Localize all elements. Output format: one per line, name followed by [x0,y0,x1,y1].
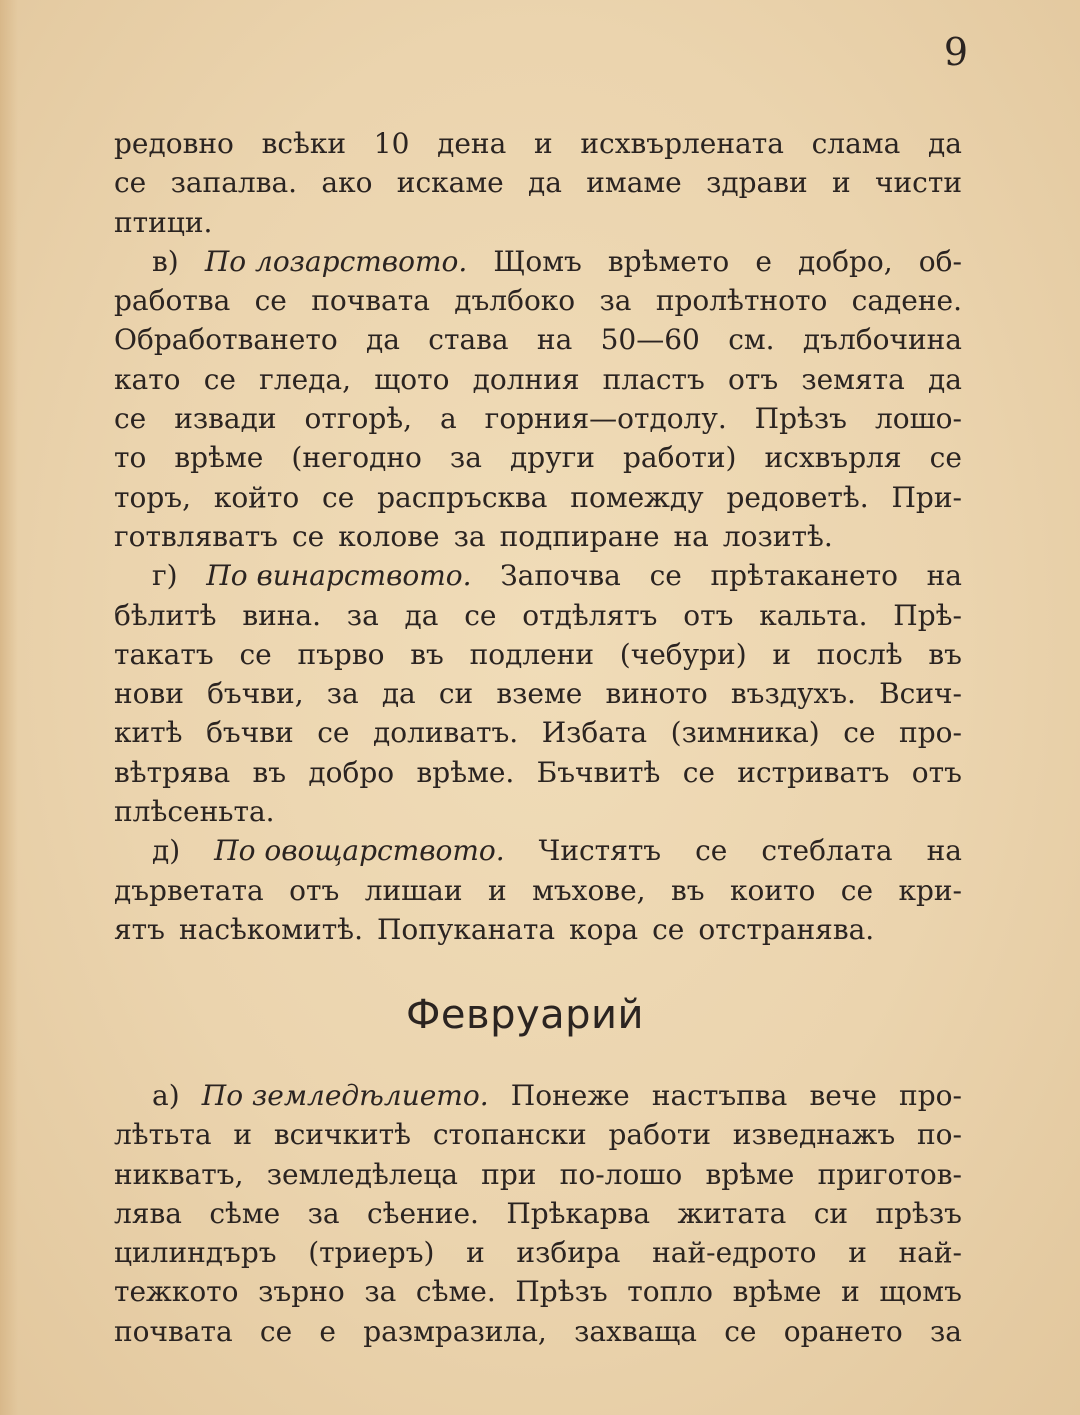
word: при [481,1157,537,1191]
word: щомъ [879,1275,962,1309]
word: работва [114,284,231,318]
text-line [114,124,962,163]
word: вѣтрява [114,755,231,789]
text-line [114,360,962,399]
word: нови [114,677,184,711]
word: про- [899,1079,962,1112]
word: долния [472,362,580,396]
word: (зимника) [670,716,820,750]
word: най- [898,1236,962,1270]
word: отъ [727,362,779,396]
word: който [213,480,300,514]
word: садене. [851,284,962,318]
word: извади [174,402,277,436]
word: се [843,716,876,750]
word: за [346,598,379,632]
word: птици. [114,205,213,239]
word: захваща [574,1314,697,1348]
word: Обработването [114,323,338,357]
word: дърветата [114,873,264,907]
word: за [364,1275,397,1309]
word: се [649,559,682,593]
text-line [114,203,962,242]
page-number: 9 [943,30,968,74]
word: да [366,323,400,357]
word: отъ [289,873,340,907]
word: подпиране [499,519,660,553]
page-edge-shadow [0,0,18,1415]
word: изведнажъ [732,1118,896,1152]
word: слама [811,127,901,160]
word: сѣме [209,1196,281,1230]
word: (чебури) [619,637,747,671]
word: кальта. [759,598,868,632]
word: Понеже [510,1079,630,1112]
word: вече [809,1079,877,1112]
word: дена [437,127,507,160]
word: се [724,1314,757,1348]
word: се [317,716,350,750]
word: орането [783,1314,903,1348]
text-line [114,1312,962,1351]
text-line [114,1233,962,1272]
word: и [466,1236,485,1270]
word: въ [670,873,705,907]
word: се [239,637,272,671]
word: се [322,480,355,514]
text-line [114,163,962,202]
text-line [114,399,962,438]
word: и [848,1236,867,1270]
word: лѣтьта [114,1118,212,1152]
word: за [307,1196,340,1230]
word: на [536,323,573,357]
word: се [929,441,962,475]
word: врѣме [705,1157,795,1191]
word: По винарството. [206,559,472,593]
word: распръсква [377,480,548,514]
word: об- [918,244,962,278]
text-line [114,517,962,556]
word: стопански [432,1118,587,1152]
word: д) [152,834,181,868]
text-line [114,635,962,674]
word: горния—отдолу. [484,402,727,436]
word: да [927,127,962,160]
word: да [404,598,439,632]
word: Прѣкарва [506,1196,651,1230]
word: размразила, [363,1314,547,1348]
word: се [254,284,287,318]
word: запалва. [170,166,298,200]
word: гледа, [259,362,352,396]
word: вземе [496,677,583,711]
word: Прѣзъ [515,1275,608,1309]
word: г) [152,559,178,593]
text-line [114,792,962,831]
section-heading: Февруарий [405,992,645,1038]
word: имаме [586,166,682,200]
word: Всич- [879,677,962,711]
word: истриватъ [737,755,890,789]
word: лишаи [364,873,463,907]
word: помежду [570,480,704,514]
word: По овощарството. [214,834,505,868]
text-block-february [114,1076,962,1351]
word: отстранява. [698,912,875,946]
word: се [114,166,147,200]
word: стеблата [761,834,893,868]
text-line [114,871,962,910]
word: въ [928,637,962,671]
text-line [114,1076,962,1115]
word: и [233,1118,253,1152]
text-line [114,1272,962,1311]
text-line [114,674,962,713]
word: се [682,755,715,789]
word: колове [338,519,440,553]
word: житата [677,1196,787,1230]
word: При- [891,480,962,514]
word: и [772,637,792,671]
word: Прѣ- [893,598,962,632]
word: и [487,873,507,907]
word: на [673,519,709,553]
word: искаме [396,166,504,200]
word: Чистятъ [538,834,662,868]
word: бъчви [206,716,294,750]
word: за [326,677,359,711]
word: почвата [114,1314,233,1348]
word: насѣкомитѣ. [178,912,363,946]
word: настъпва [651,1079,788,1112]
text-line [114,910,962,949]
text-line [114,478,962,517]
text-line [114,1115,962,1154]
word: на [926,559,962,593]
text-line [114,438,962,477]
word: торъ, [114,480,191,514]
word: и [841,1275,860,1309]
word: работи [608,1118,711,1152]
word: послѣ [816,637,903,671]
word: мъхове, [532,873,646,907]
text-line [114,831,962,870]
word: всичкитѣ [273,1118,412,1152]
word: земледѣлеца [266,1157,458,1191]
word: дълбочина [802,323,962,357]
word: здрави [706,166,808,200]
word: които [729,873,816,907]
word: вина. [242,598,322,632]
word: първо [297,637,385,671]
word: а) [152,1079,180,1112]
word: отгорѣ, [304,402,413,436]
text-line [114,713,962,752]
text-line [114,281,962,320]
word: По земледѣлието. [201,1079,489,1112]
word: се [292,519,325,553]
word: редовно [114,127,234,160]
word: врѣме [732,1275,822,1309]
word: щото [374,362,450,396]
word: то [114,441,147,475]
text-line [114,1194,962,1233]
word: сѣение. [366,1196,479,1230]
word: Бъчвитѣ [536,755,661,789]
word: отдѣлятъ [522,598,658,632]
word: се [203,362,236,396]
word: за [453,519,486,553]
word: а [440,402,457,436]
word: си [813,1196,849,1230]
word: дълбоко [454,284,576,318]
word: в) [152,244,179,278]
word: плѣсеньта. [114,795,275,829]
word: чисти [874,166,962,200]
word: отъ [911,755,962,789]
word: по-лошо [559,1157,683,1191]
word: добро [308,755,395,789]
word: про- [899,716,962,750]
word: По лозарството. [204,244,468,278]
word: и [831,166,851,200]
word: исхвърлената [580,127,784,160]
word: най-едрото [652,1236,817,1270]
word: никватъ, [114,1157,244,1191]
word: се [464,598,497,632]
word: зърно [258,1275,345,1309]
word: въ [252,755,287,789]
word: по- [917,1118,962,1152]
word: въздухъ. [730,677,856,711]
word: е [755,244,772,278]
word: виното [605,677,708,711]
word: 10 [373,127,410,160]
word: кри- [898,873,962,907]
word: Избата [541,716,648,750]
text-line [114,320,962,359]
word: се [652,912,685,946]
text-line [114,242,962,281]
word: 50—60 [600,323,700,357]
word: се [114,402,147,436]
word: приготов- [817,1157,962,1191]
word: такатъ [114,637,214,671]
word: врѣме. [416,755,515,789]
word: да [381,677,416,711]
word: редоветѣ. [726,480,869,514]
word: земята [801,362,905,396]
word: подлени [469,637,595,671]
word: (негодно [291,441,422,475]
word: см. [728,323,775,357]
word: избира [516,1236,621,1270]
word: прѣзъ [875,1196,962,1230]
word: е [319,1314,336,1348]
word: за [930,1314,962,1348]
word: работи) [623,441,737,475]
word: други [509,441,595,475]
word: си [438,677,474,711]
word: ятъ [114,912,165,946]
word: пролѣтното [655,284,828,318]
text-line [114,556,962,595]
word: Прѣзъ [754,402,847,436]
text-line [114,753,962,792]
word: тежкото [114,1275,239,1309]
word: става [428,323,509,357]
word: да [528,166,562,200]
word: кора [569,912,639,946]
word: се [259,1314,293,1348]
word: Щомъ [493,244,582,278]
text-line [114,596,962,635]
word: бъчви, [207,677,304,711]
word: лошо- [874,402,962,436]
word: доливатъ. [372,716,519,750]
word: бѣлитѣ [114,598,217,632]
word: на [926,834,962,868]
text-line [114,1155,962,1194]
word: отъ [683,598,734,632]
word: исхвърля [764,441,902,475]
word: се [695,834,728,868]
word: почвата [311,284,430,318]
word: всѣки [261,127,347,160]
word: като [114,362,181,396]
word: се [840,873,874,907]
word: и [534,127,553,160]
word: врѣмето [607,244,730,278]
text-block-january [114,124,962,949]
word: врѣме [174,441,264,475]
word: добро, [798,244,893,278]
word: лозитѣ. [722,519,833,553]
word: Попуканата [376,912,556,946]
word: лява [114,1196,182,1230]
word: въ [410,637,444,671]
word: готвляватъ [114,519,278,553]
word: китѣ [114,716,183,750]
word: Започва [500,559,621,593]
word: прѣтакането [710,559,898,593]
word: ако [321,166,373,200]
word: за [599,284,632,318]
word: цилиндъръ [114,1236,277,1270]
word: сѣме. [415,1275,496,1309]
word: за [449,441,482,475]
word: топло [627,1275,713,1309]
word: пластъ [602,362,705,396]
word: да [927,362,962,396]
word: (триеръ) [308,1236,435,1270]
